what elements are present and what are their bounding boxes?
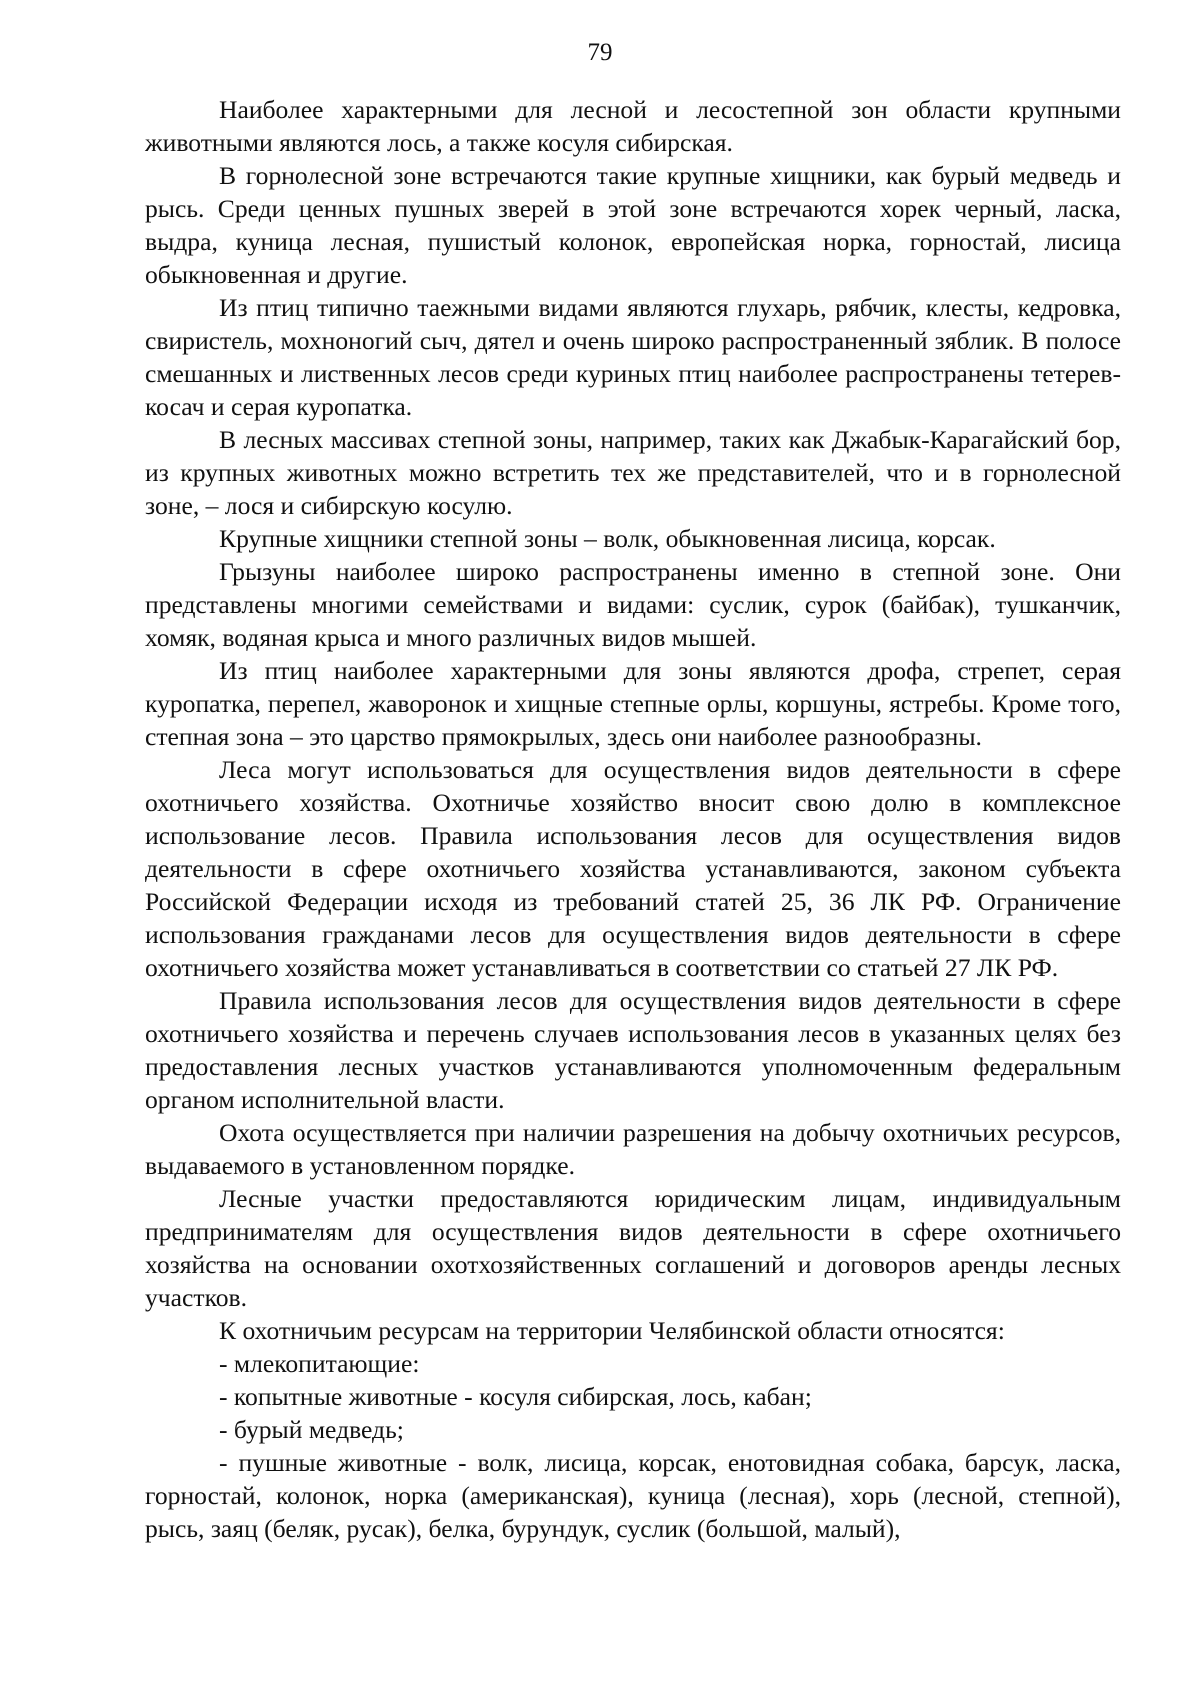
list-item-mammals: - млекопитающие: — [219, 1349, 420, 1378]
document-body — [145, 93, 1121, 1545]
paragraph-steppe-predators: Крупные хищники степной зоны – волк, обыкновенная лисица, корсак. — [219, 524, 996, 553]
list-item-ungulates: - копытные животные - косуля сибирская, лось, кабан; — [219, 1382, 812, 1411]
list-item-fur-animals: - пушные животные - волк, лисица, корсак, енотовидная собака, барсук, ласка, горностай, колонок, норка (американская), куница (лесная), хорь (лесной, степной), рысь, заяц (беляк, русак), белка, бурундук, суслик (большой, малый), — [145, 1448, 1121, 1543]
paragraph-taiga-birds: Из птиц типично таежными видами являются глухарь, рябчик, клесты, кедровка, свиристель, мохноногий сыч, дятел и очень широко распространенный зяблик. В полосе смешанных и лиственных лесов среди куриных птиц наиболее распространены тетерев-косач и серая куропатка. — [145, 293, 1121, 421]
paragraph-mountain-forest-predators: В горнолесной зоне встречаются такие крупные хищники, как бурый медведь и рысь. Среди ценных пушных зверей в этой зоне встречаются хорек черный, ласка, выдра, куница лесная, пушистый колонок, европейская норка, горностай, лисица обыкновенная и другие. — [145, 161, 1121, 289]
paragraph-large-animals-forest: Наиболее характерными для лесной и лесостепной зон области крупными животными являются лось, а также косуля сибирская. — [145, 95, 1121, 157]
paragraph-rodents: Грызуны наиболее широко распространены именно в степной зоне. Они представлены многими семействами и видами: суслик, сурок (байбак), тушканчик, хомяк, водяная крыса и много различных видов мышей. — [145, 557, 1121, 652]
list-item-brown-bear: - бурый медведь; — [219, 1415, 404, 1444]
paragraph-steppe-forests: В лесных массивах степной зоны, например, таких как Джабык-Карагайский бор, из крупных животных можно встретить тех же представителей, что и в горнолесной зоне, – лося и сибирскую косулю. — [145, 425, 1121, 520]
paragraph-hunting-forest-use: Леса могут использоваться для осуществления видов деятельности в сфере охотничьего хозяйства. Охотничье хозяйство вносит свою долю в комплексное использование лесов. Правила использования лесов для осуществления видов деятельности в сфере охотничьего хозяйства устанавливаются, законом субъекта Российской Федерации исходя из требований статей 25, 36 ЛК РФ. Ограничение использования гражданами лесов для осуществления видов деятельности в сфере охотничьего хозяйства может устанавливаться в соответствии со статьей 27 ЛК РФ. — [145, 755, 1121, 982]
paragraph-forest-use-rules: Правила использования лесов для осуществления видов деятельности в сфере охотничьего хозяйства и перечень случаев использования лесов в указанных целях без предоставления лесных участков устанавливаются уполномоченным федеральным органом исполнительной власти. — [145, 986, 1121, 1114]
paragraph-forest-plots: Лесные участки предоставляются юридическим лицам, индивидуальным предпринимателям для осуществления видов деятельности в сфере охотничьего хозяйства на основании охотхозяйственных соглашений и договоров аренды лесных участков. — [145, 1184, 1121, 1312]
page-number: 79 — [587, 39, 613, 66]
paragraph-steppe-birds: Из птиц наиболее характерными для зоны являются дрофа, стрепет, серая куропатка, перепел, жаворонок и хищные степные орлы, коршуны, ястребы. Кроме того, степная зона – это царство прямокрылых, здесь они наиболее разнообразны. — [145, 656, 1121, 751]
paragraph-hunting-resources-intro: К охотничьим ресурсам на территории Челябинской области относятся: — [219, 1316, 1005, 1345]
paragraph-hunting-permit: Охота осуществляется при наличии разрешения на добычу охотничьих ресурсов, выдаваемого в установленном порядке. — [145, 1118, 1121, 1180]
